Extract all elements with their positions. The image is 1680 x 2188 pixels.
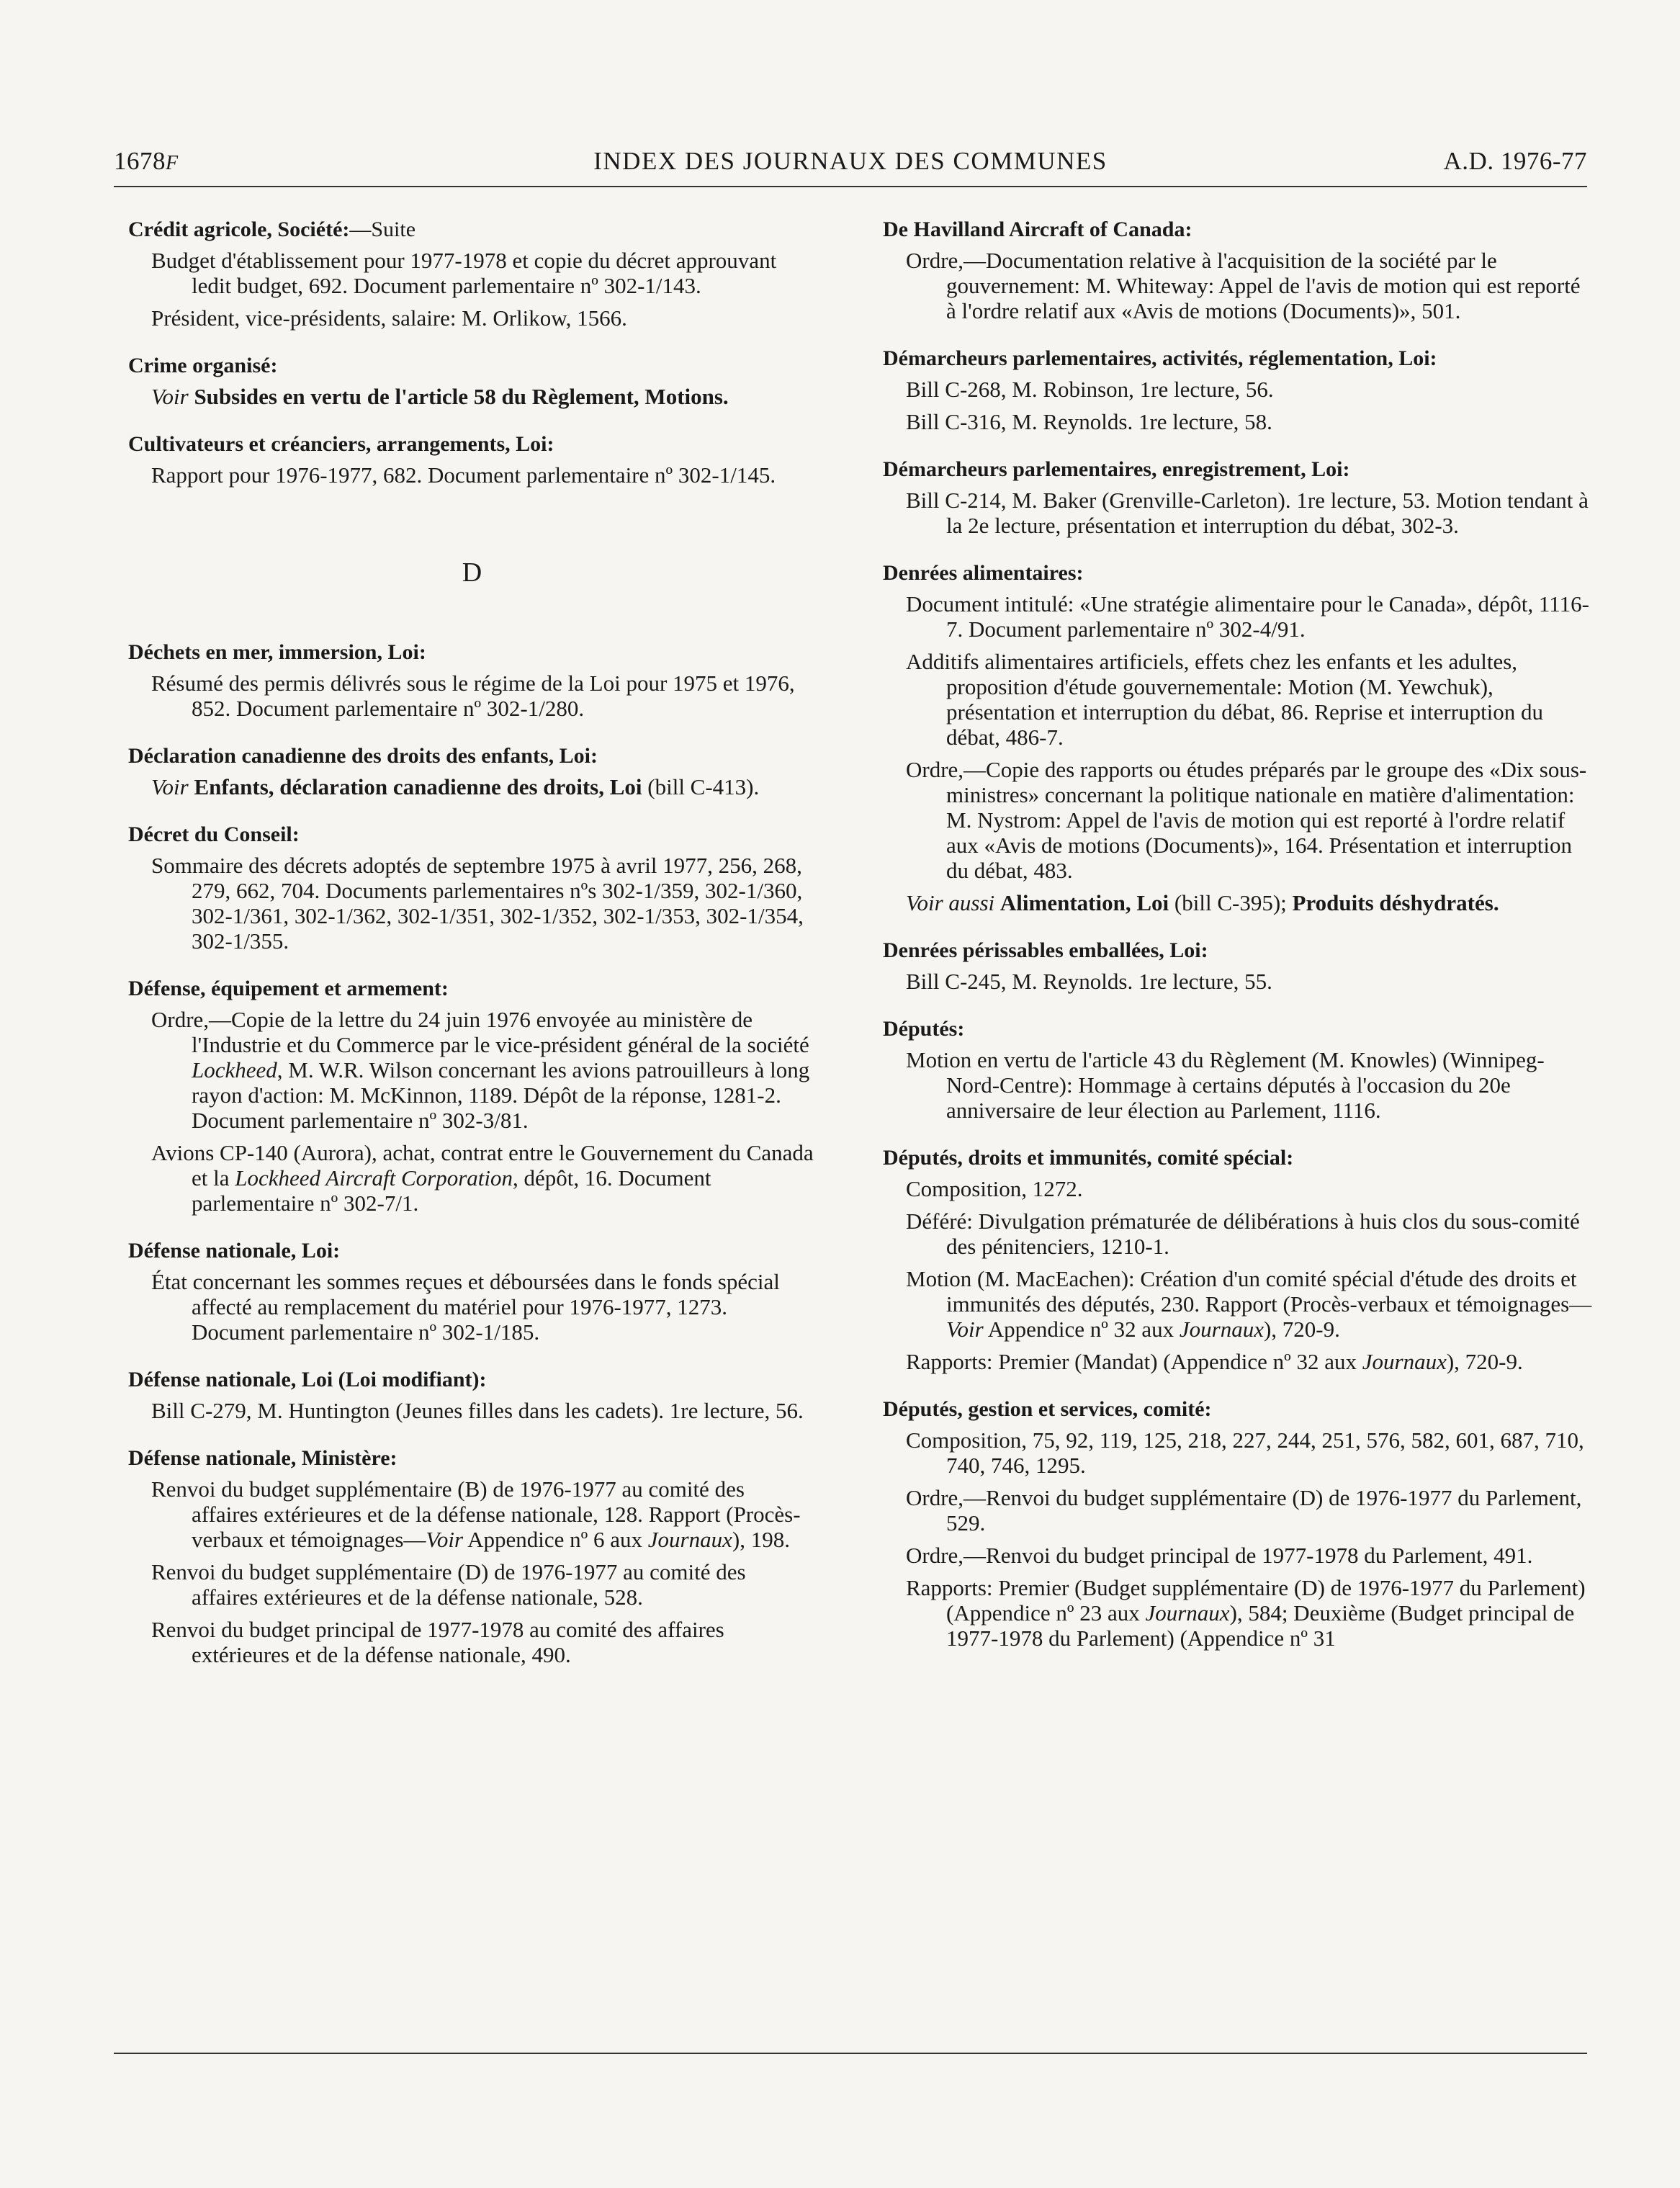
index-entry (128, 639, 816, 721)
entry-subitem: Renvoi du budget supplémentaire (D) de 1976-1977 au comité des affaires extérieures et de la défense nationale, 528. (151, 1559, 746, 1610)
entry-subitem: Additifs alimentaires artificiels, effets chez les enfants et les adultes, proposition d'étude gouvernementale: Motion (M. Yewchuk), présentation et interruption du débat, 86. Reprise et interruption du débat, 486-7. (906, 649, 1544, 750)
entry-heading: Crime organisé: (128, 354, 278, 377)
entry-heading: Décret du Conseil: (128, 822, 300, 846)
entry-heading: Défense nationale, Loi (Loi modifiant): (128, 1368, 487, 1391)
entry-subitem: Ordre,—Renvoi du budget supplémentaire (D) de 1976-1977 du Parlement, 529. (906, 1485, 1582, 1535)
entry-heading: Denrées périssables emballées, Loi: (883, 938, 1208, 962)
index-entry (128, 216, 816, 331)
entry-heading: Cultivateurs et créanciers, arrangements, Loi: (128, 432, 554, 456)
entry-heading: Démarcheurs parlementaires, enregistrement, Loi: (883, 457, 1350, 481)
entry-subitem: Budget d'établissement pour 1977-1978 et copie du décret approuvant ledit budget, 692. Document parlementaire nº 302-1/143. (151, 248, 777, 298)
index-entry (883, 1015, 1592, 1123)
index-entry (128, 431, 816, 488)
page-year: A.D. 1976-77 (1443, 147, 1587, 175)
entry-subitem: Motion (M. MacEachen): Création d'un comité spécial d'étude des droits et immunités des députés, 230. Rapport (Procès-verbaux et témoignages—Voir Appendice nº 32 aux Journaux), 720-9. (906, 1266, 1592, 1342)
page-number: 1678F (114, 147, 179, 175)
entry-subitem: Avions CP-140 (Aurora), achat, contrat entre le Gouvernement du Canada et la Lockheed Aircraft Corporation, dépôt, 16. Document parlementaire nº 302-7/1. (151, 1140, 814, 1216)
left-column (128, 216, 816, 1689)
entry-subitem: Voir aussi Alimentation, Loi (bill C-395); Produits déshydratés. (906, 890, 1499, 915)
entry-subitem: Composition, 75, 92, 119, 125, 218, 227, 244, 251, 576, 582, 601, 687, 710, 740, 746, 1295. (906, 1427, 1584, 1478)
entry-subitem: État concernant les sommes reçues et déboursées dans le fonds spécial affecté au remplacement du matériel pour 1976-1977, 1273. Document parlementaire nº 302-1/185. (151, 1269, 780, 1345)
entry-subitem: Rapport pour 1976-1977, 682. Document parlementaire nº 302-1/145. (151, 462, 776, 488)
entry-subitem: Bill C-316, M. Reynolds. 1re lecture, 58. (906, 409, 1272, 434)
entry-heading: Déchets en mer, immersion, Loi: (128, 640, 426, 664)
entry-heading: Démarcheurs parlementaires, activités, réglementation, Loi: (883, 346, 1437, 370)
entry-subitem: Composition, 1272. (906, 1176, 1083, 1201)
entry-subitem: Bill C-245, M. Reynolds. 1re lecture, 55. (906, 969, 1272, 994)
entry-subitem: Renvoi du budget supplémentaire (B) de 1976-1977 au comité des affaires extérieures et de la défense nationale, 128. Rapport (Procès-verbaux et témoignages—Voir Appendice nº 6 aux Journaux), 198. (151, 1476, 801, 1552)
index-entry (883, 456, 1592, 538)
running-header (114, 147, 1587, 183)
page-title: INDEX DES JOURNAUX DES COMMUNES (593, 147, 1108, 175)
entry-heading: Déclaration canadienne des droits des enfants, Loi: (128, 744, 598, 768)
entry-heading: Défense nationale, Loi: (128, 1239, 341, 1263)
index-entry (883, 937, 1592, 994)
entry-heading: Défense, équipement et armement: (128, 977, 449, 1000)
right-column (883, 216, 1592, 1672)
entry-subitem: Ordre,—Copie des rapports ou études préparés par le groupe des «Dix sous-ministres» concernant la politique nationale en matière d'alimentation: M. Nystrom: Appel de l'avis de motion qui est reporté à l'ordre relatif aux «Avis de motions (Documents)», 164. Présentation et interruption du débat, 483. (906, 757, 1587, 883)
entry-subitem: Renvoi du budget principal de 1977-1978 au comité des affaires extérieures et de la défense nationale, 490. (151, 1617, 724, 1667)
index-entry (128, 1237, 816, 1345)
section-letter: D (462, 557, 482, 588)
entry-subitem: Rapports: Premier (Mandat) (Appendice nº 32 aux Journaux), 720-9. (906, 1349, 1523, 1374)
entry-subitem: Bill C-268, M. Robinson, 1re lecture, 56. (906, 377, 1274, 402)
entry-heading: Députés: (883, 1017, 965, 1041)
entry-heading: De Havilland Aircraft of Canada: (883, 218, 1192, 241)
entry-subitem: Président, vice-présidents, salaire: M. Orlikow, 1566. (151, 305, 627, 331)
index-entry (128, 821, 816, 954)
entry-heading: Denrées alimentaires: (883, 561, 1084, 585)
entry-heading: Crédit agricole, Société:—Suite (128, 218, 416, 241)
entry-subitem: Rapports: Premier (Budget supplémentaire (D) de 1976-1977 du Parlement) (Appendice nº 23 aux Journaux), 584; Deuxième (Budget principal de 1977-1978 du Parlement) (Appendice nº 31 (906, 1575, 1586, 1651)
entry-subitem: Voir Enfants, déclaration canadienne des droits, Loi (bill C-413). (151, 774, 760, 799)
index-entry (883, 1396, 1592, 1651)
index-entry (883, 560, 1592, 915)
entry-subitem: Sommaire des décrets adoptés de septembre 1975 à avril 1977, 256, 268, 279, 662, 704. Documents parlementaires nºs 302-1/359, 302-1/360, 302-1/361, 302-1/362, 302-1/351, 302-1/352, 302-1/353, 302-1/354, 302-1/355. (151, 853, 804, 954)
index-entry (883, 345, 1592, 434)
entry-heading: Députés, gestion et services, comité: (883, 1397, 1212, 1421)
entry-suite: —Suite (349, 218, 416, 241)
entry-subitem: Résumé des permis délivrés sous le régime de la Loi pour 1975 et 1976, 852. Document parlementaire nº 302-1/280. (151, 671, 795, 721)
entry-heading: Députés, droits et immunités, comité spécial: (883, 1146, 1294, 1170)
entry-subitem: Document intitulé: «Une stratégie alimentaire pour le Canada», dépôt, 1116-7. Document parlementaire nº 302-4/91. (906, 591, 1589, 642)
entry-subitem: Ordre,—Renvoi du budget principal de 1977-1978 du Parlement, 491. (906, 1543, 1533, 1568)
index-entry (128, 743, 816, 799)
entry-subitem: Déféré: Divulgation prématurée de délibérations à huis clos du sous-comité des pénitenciers, 1210-1. (906, 1209, 1580, 1259)
entry-subitem: Ordre,—Copie de la lettre du 24 juin 1976 envoyée au ministère de l'Industrie et du Commerce par le vice-président général de la société Lockheed, M. W.R. Wilson concernant les avions patrouilleurs à long rayon d'action: M. McKinnon, 1189. Dépôt de la réponse, 1281-2. Document parlementaire nº 302-3/81. (151, 1007, 810, 1133)
entry-subitem: Bill C-279, M. Huntington (Jeunes filles dans les cadets). 1re lecture, 56. (151, 1398, 804, 1423)
index-entry (128, 352, 816, 409)
entry-subitem: Ordre,—Documentation relative à l'acquisition de la société par le gouvernement: M. Whiteway: Appel de l'avis de motion qui est reporté à l'ordre relatif aux «Avis de motions (Documents)», 501. (906, 248, 1581, 323)
footer-rule (114, 2053, 1587, 2054)
index-entry (883, 1144, 1592, 1374)
entry-subitem: Motion en vertu de l'article 43 du Règlement (M. Knowles) (Winnipeg-Nord-Centre): Hommage à certains députés à l'occasion du 20e anniversaire de leur élection au Parlement, 1116. (906, 1047, 1545, 1123)
index-entry (128, 1445, 816, 1667)
entry-heading: Défense nationale, Ministère: (128, 1446, 397, 1470)
entry-subitem: Voir Subsides en vertu de l'article 58 du Règlement, Motions. (151, 384, 729, 409)
header-rule (114, 186, 1587, 187)
entry-subitem: Bill C-214, M. Baker (Grenville-Carleton). 1re lecture, 53. Motion tendant à la 2e lecture, présentation et interruption du débat, 302-3. (906, 488, 1589, 538)
index-entry (128, 975, 816, 1216)
index-entry (128, 1366, 816, 1423)
index-entry (883, 216, 1592, 323)
